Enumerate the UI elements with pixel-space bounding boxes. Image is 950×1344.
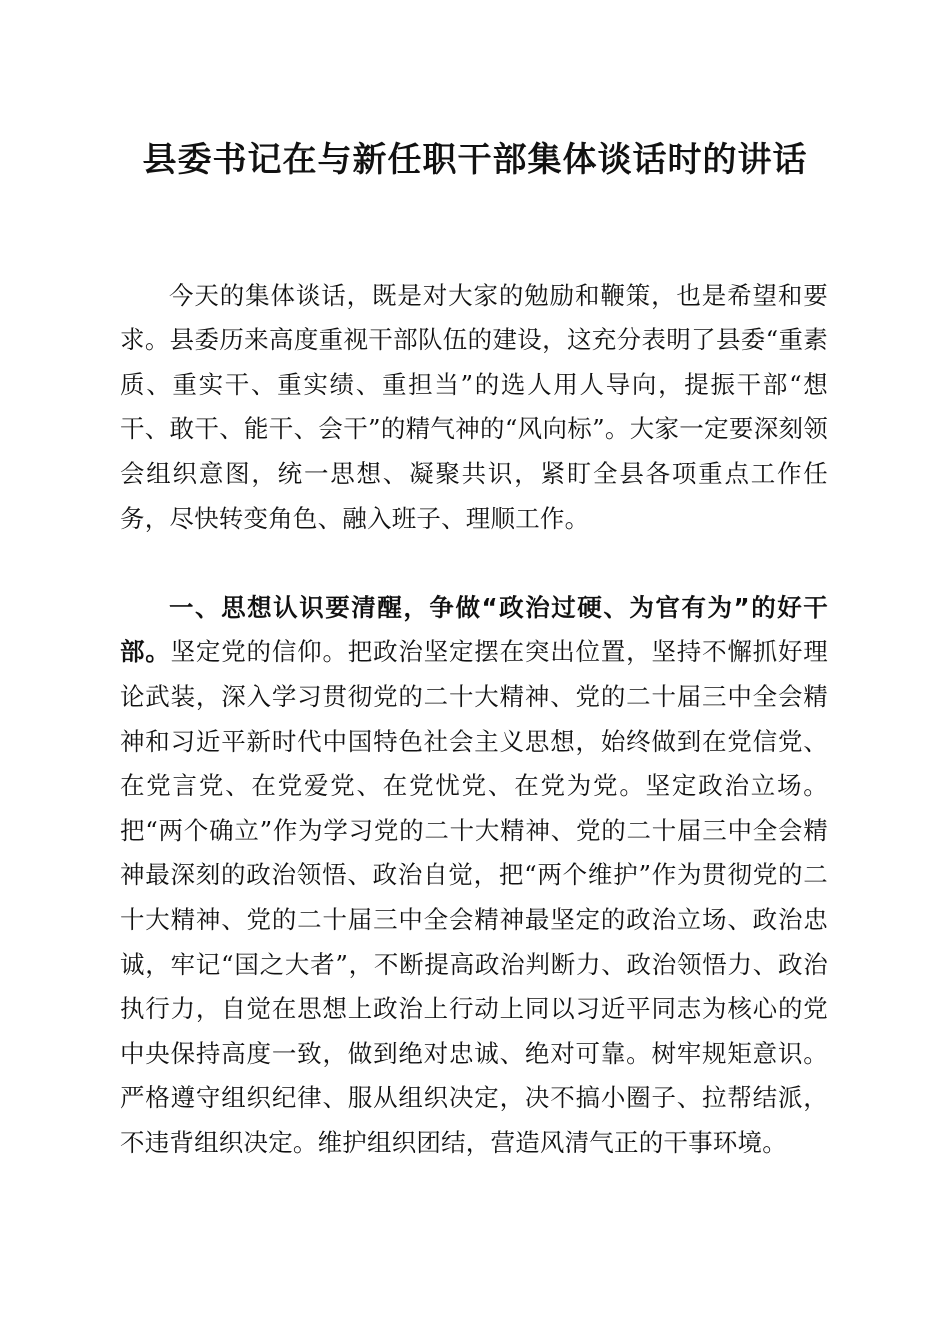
section-1-heading: 一、思想认识要清醒，争做“政治过硬、为官有为”的好干部。 (120, 592, 828, 667)
section-1-paragraph (120, 586, 828, 1166)
document-body (120, 229, 828, 1210)
intro-paragraph: 今天的集体谈话，既是对大家的勉励和鞭策，也是希望和要求。县委历来高度重视干部队伍的建设，这充分表明了县委“重素质、重实干、重实绩、重担当”的选人用人导向，提振干部“想干、敢干、能干、会干”的精气神的“风向标”。大家一定要深刻领会组织意图，统一思想、凝聚共识，紧盯全县各项重点工作任务，尽快转变角色、融入班子、理顺工作。 (120, 280, 828, 533)
document-title: 县委书记在与新任职干部集体谈话时的讲话 (142, 140, 808, 180)
section-1-body: 坚定党的信仰。把政治坚定摆在突出位置，坚持不懈抓好理论武装，深入学习贯彻党的二十大精神、党的二十届三中全会精神和习近平新时代中国特色社会主义思想，始终做到在党信党、在党言党、在党爱党、在党忧党、在党为党。坚定政治立场。把“两个确立”作为学习党的二十大精神、党的二十届三中全会精神最深刻的政治领悟、政治自觉，把“两个维护”作为贯彻党的二十大精神、党的二十届三中全会精神最坚定的政治立场、政治忠诚，牢记“国之大者”，不断提高政治判断力、政治领悟力、政治执行力，自觉在思想上政治上行动上同以习近平同志为核心的党中央保持高度一致，做到绝对忠诚、绝对可靠。树牢规矩意识。严格遵守组织纪律、服从组织决定，决不搞小圈子、拉帮结派，不违背组织决定。维护组织团结，营造风清气正的干事环境。 (120, 637, 828, 1157)
